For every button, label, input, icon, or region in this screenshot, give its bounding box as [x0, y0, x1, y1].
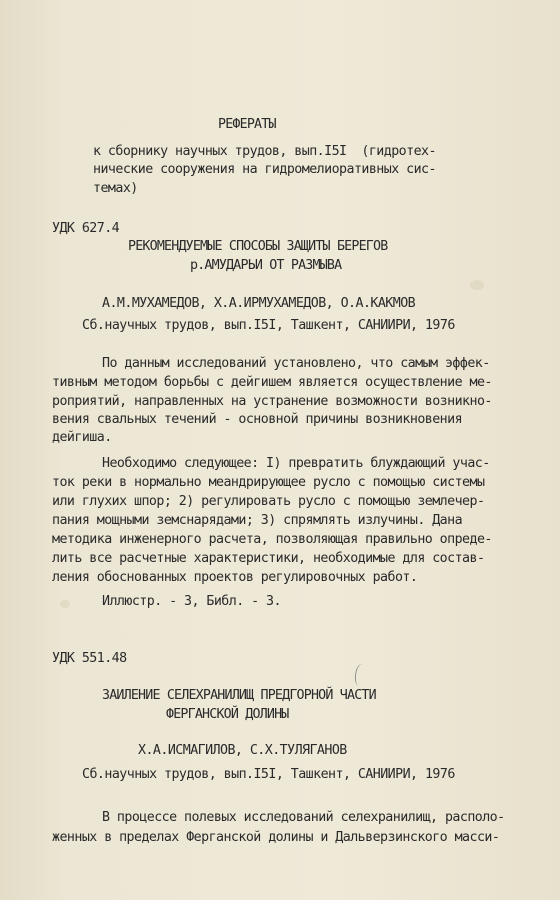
body-line: тивным методом борьбы с дейгишем является осуществление ме- — [52, 375, 492, 390]
body-line: ток реки в нормально меандрирующее русло с помощью системы — [52, 475, 485, 490]
body-line: Необходимо следующее: I) превратить блуждающий учас- — [102, 456, 490, 471]
paper-stain — [470, 280, 484, 290]
subtitle-line: к сборнику научных трудов, вып.I5I (гидротех- — [93, 144, 436, 159]
source-line: Сб.научных трудов, вып.I5I, Ташкент, САНИИРИ, 1976 — [82, 767, 455, 782]
udk-code: УДК 551.48 — [52, 651, 127, 666]
source-line: Сб.научных трудов, вып.I5I, Ташкент, САНИИРИ, 1976 — [82, 318, 455, 333]
subtitle-line: темах) — [93, 181, 138, 196]
body-line: лить все расчетные характеристики, необходимые для состав- — [52, 551, 485, 566]
udk-code: УДК 627.4 — [52, 221, 120, 236]
body-line: пания мощными земснарядами; 3) спрямлять излучины. Дана — [52, 513, 463, 528]
body-line: или глухих шпор; 2) регулировать русло с помощью землечер- — [52, 494, 485, 509]
heading: РЕФЕРАТЫ — [218, 117, 276, 132]
body-line: Иллюстр. - 3, Библ. - 3. — [102, 594, 281, 609]
article-title-line: ЗАИЛЕНИЕ СЕЛЕХРАНИЛИЩ ПРЕДГОРНОЙ ЧАСТИ — [102, 688, 376, 703]
body-line: По данным исследований установлено, что самым эффек- — [102, 356, 490, 371]
body-line: ления обоснованных проектов регулировочных работ. — [52, 570, 418, 585]
article-title-line: ФЕРГАНСКОЙ ДОЛИНЫ — [166, 707, 289, 722]
article-title-line: РЕКОМЕНДУЕМЫЕ СПОСОБЫ ЗАЩИТЫ БЕРЕГОВ — [128, 239, 388, 254]
body-line: вения свальных течений - основной причины возникновения — [52, 412, 463, 427]
body-line: роприятий, направленных на устранение возможности возникно- — [52, 394, 492, 409]
authors: А.М.МУХАМЕДОВ, Х.А.ИРМУХАМЕДОВ, О.А.КАКМОВ — [102, 296, 416, 311]
subtitle-line: нические сооружения на гидромелиоративных сис- — [93, 162, 436, 177]
article-title-line: р.АМУДАРЬИ ОТ РАЗМЫВА — [190, 258, 342, 273]
body-line: дейгиша. — [52, 430, 112, 445]
authors: Х.А.ИСМАГИЛОВ, С.Х.ТУЛЯГАНОВ — [138, 743, 347, 758]
paper-stain — [60, 600, 70, 608]
body-line: методика инженерного расчета, позволяющая правильно опреде- — [52, 532, 492, 547]
body-line: В процессе полевых исследований селехранилищ, располо- — [102, 810, 505, 825]
body-line: женных в пределах Ферганской долины и Дальверзинского масси- — [52, 830, 500, 845]
pencil-mark — [354, 663, 368, 686]
